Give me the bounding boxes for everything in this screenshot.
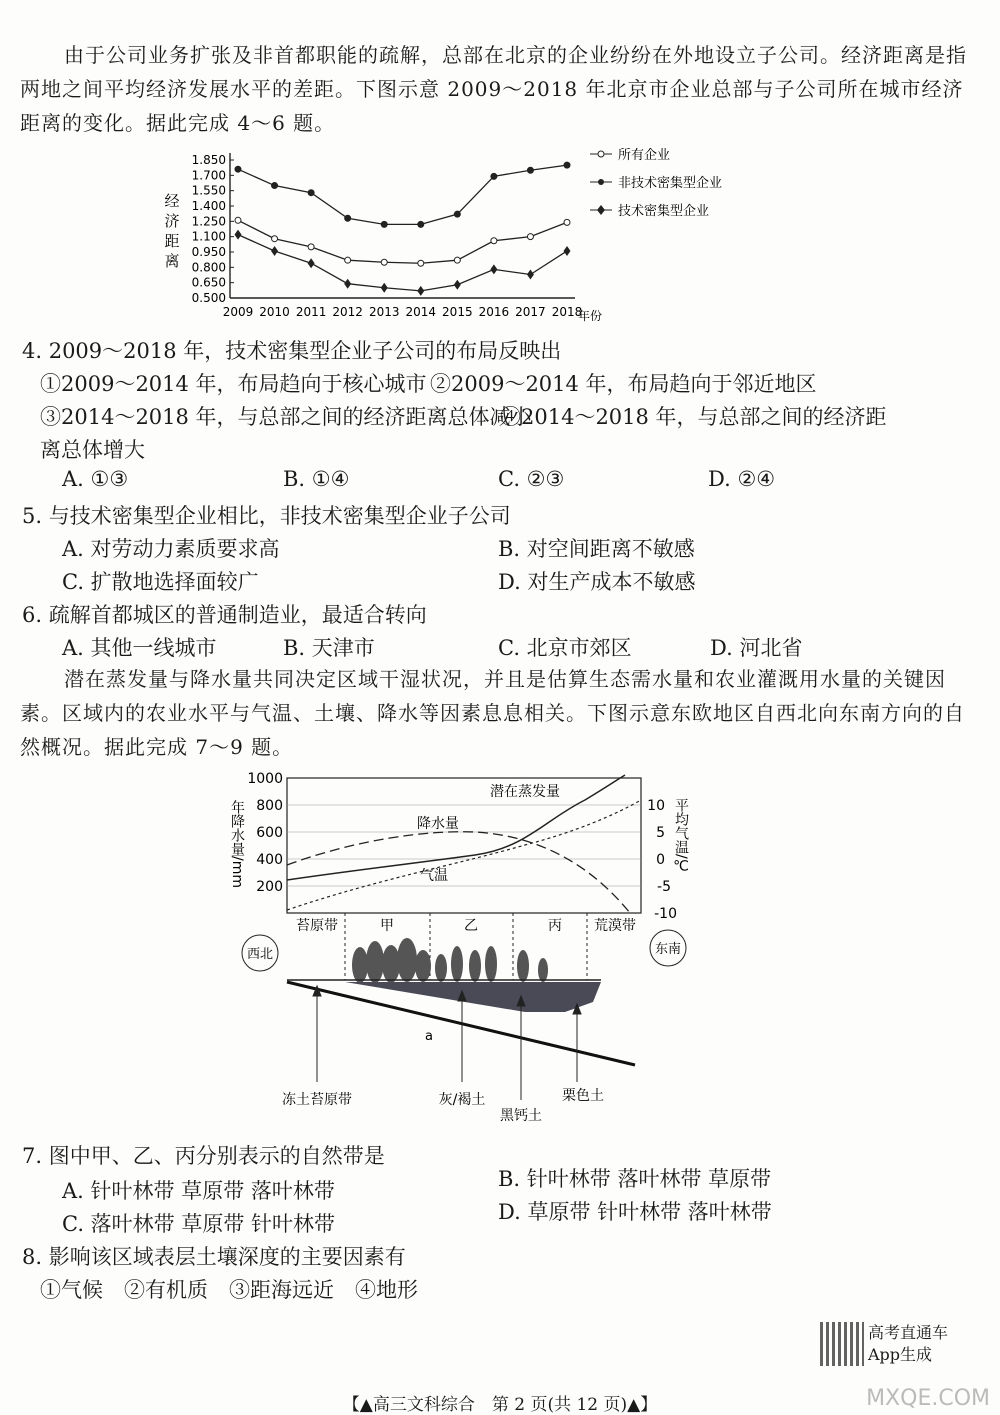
chart1-point [235, 230, 242, 240]
chart1-point [381, 259, 387, 265]
chart1-series-line [238, 165, 567, 224]
q5-choice-a[interactable]: A. 对劳动力素质要求高 [62, 537, 280, 561]
east-europe-profile-diagram [225, 770, 705, 1130]
qr-code-icon [820, 1322, 864, 1366]
rt-m10: -10 [654, 906, 677, 922]
q7-choice-a[interactable]: A. 针叶林带 草原带 落叶林带 [62, 1179, 335, 1203]
q7-stem: 7. 图中甲、乙、丙分别表示的自然带是 [22, 1144, 385, 1168]
chart1-point [308, 258, 315, 268]
chart1-point [564, 219, 570, 225]
direction-se: 东南 [654, 942, 682, 957]
yleft-title: 年降水量/mm [229, 800, 245, 888]
lt-200: 200 [256, 879, 283, 895]
chart1-point [271, 246, 278, 256]
q5-choice-d[interactable]: D. 对生产成本不敏感 [498, 570, 696, 594]
chart1-point [308, 244, 314, 250]
chart1-ylabel-1: 经 [164, 192, 180, 210]
chart1-ytick: 0.950 [191, 245, 226, 259]
q7-choice-c[interactable]: C. 落叶林带 草原带 针叶林带 [62, 1212, 336, 1236]
legend-tech: 技术密集型企业 [618, 204, 710, 219]
q4-choice-a[interactable]: A. ①③ [62, 467, 129, 491]
brand-line-1: 高考直通车 [868, 1323, 949, 1342]
soil-chernozem: 黑钙土 [500, 1108, 542, 1124]
q8-options: ①气候 ②有机质 ③距海远近 ④地形 [40, 1278, 418, 1302]
q4-option-1: ①2009～2014 年，布局趋向于核心城市 [40, 372, 427, 396]
rt-10: 10 [647, 798, 665, 814]
legend-all: 所有企业 [618, 148, 671, 163]
chart1-point [527, 234, 533, 240]
zone-yi: 乙 [464, 918, 478, 934]
q6-choice-b[interactable]: B. 天津市 [283, 636, 375, 660]
chart1-ytick: 1.100 [191, 229, 226, 244]
q4-choice-b[interactable]: B. ①④ [283, 467, 350, 491]
chart1-ytick: 1.550 [191, 183, 226, 198]
q6-stem: 6. 疏解首都城区的普通制造业，最适合转向 [22, 603, 427, 627]
soil-chestnut: 栗色土 [562, 1088, 604, 1104]
zone-jia: 甲 [380, 918, 394, 934]
chart1-point [491, 173, 497, 179]
zone-tundra: 苔原带 [296, 918, 338, 934]
chart1-point [454, 257, 460, 263]
chart1-point [491, 238, 497, 244]
chart1-ytick: 0.500 [191, 291, 226, 305]
chart1-xtick: 2012 [332, 305, 363, 319]
soil-tundra: 冻土苔原带 [282, 1092, 352, 1108]
label-precip: 降水量 [417, 816, 459, 832]
chart1-point [418, 221, 424, 227]
label-evap: 潜在蒸发量 [490, 784, 560, 800]
q4-option-2: ②2009～2014 年，布局趋向于邻近地区 [430, 372, 817, 396]
yright-title: 平均气温/℃ [673, 798, 689, 875]
chart1-point [381, 221, 387, 227]
lt-1000: 1000 [247, 771, 283, 787]
chart1-ytick: 1.700 [191, 168, 226, 183]
chart1-point [344, 279, 351, 289]
lt-400: 400 [256, 852, 283, 868]
chart1-point [235, 166, 241, 172]
rt-5: 5 [656, 825, 665, 841]
chart1-point [527, 167, 533, 173]
chart1-ytick: 0.800 [191, 260, 226, 275]
page-footer: 【▲高三文科综合 第 2 页(共 12 页)▲】 [342, 1395, 658, 1415]
chart1-point [235, 217, 241, 223]
chart1-point [345, 257, 351, 263]
chart1-point [381, 283, 388, 293]
direction-nw: 西北 [246, 947, 274, 962]
q6-choice-d[interactable]: D. 河北省 [710, 636, 803, 660]
chart1-point [527, 269, 534, 279]
chart1-ylabel-2: 济 [164, 212, 180, 230]
chart1-ytick: 1.400 [191, 199, 226, 213]
chart1-point [308, 190, 314, 196]
q5-choice-c[interactable]: C. 扩散地选择面较广 [62, 570, 259, 594]
chart1-xtick: 2010 [259, 305, 290, 319]
chart1-xtick: 2013 [368, 305, 400, 319]
q4-option-4a: ④2014～2018 年，与总部之间的经济距 [500, 405, 887, 429]
label-temp: 气温 [420, 868, 448, 884]
q5-stem: 5. 与技术密集型企业相比，非技术密集型企业子公司 [22, 504, 511, 528]
chart1-point [454, 280, 461, 290]
q4-option-4b: 离总体增大 [40, 438, 145, 462]
intro-paragraph-1: 由于公司业务扩张及非首都职能的疏解，总部在北京的企业纷纷在外地设立子公司。经济距离是指两地之间平均经济发展水平的差距。下图示意 2009～2018 年北京市企业总部与子公司所在城市经济距离的变化。据此完成 4～6 题。 [20, 43, 967, 135]
rt-0: 0 [656, 852, 665, 868]
chart1-ylabel-4: 离 [164, 252, 180, 270]
chart1-series-line [238, 220, 567, 263]
rt-m5: -5 [657, 879, 671, 895]
chart1-point [272, 183, 278, 189]
chart1-legend [590, 148, 722, 219]
chart1-xtick: 2018 [551, 305, 583, 319]
soil-a: a [425, 1029, 433, 1044]
soil-grey-brown: 灰/褐土 [438, 1092, 486, 1108]
lt-600: 600 [256, 825, 283, 841]
chart1-xtick: 2017 [515, 305, 546, 319]
chart1-xtick: 2011 [295, 305, 327, 319]
legend-nontech: 非技术密集型企业 [618, 176, 723, 191]
chart1-ylabel-3: 距 [164, 232, 180, 250]
q7-choice-b[interactable]: B. 针叶林带 落叶林带 草原带 [498, 1167, 772, 1191]
chart1-ytick: 1.250 [191, 214, 226, 229]
chart1-xtick: 2009 [222, 305, 254, 319]
chart1-xlabel: 年份 [578, 309, 603, 323]
site-watermark: MXQE.COM [866, 1386, 990, 1411]
chart1-ytick: 1.850 [191, 153, 226, 167]
q4-stem: 4. 2009～2018 年，技术密集型企业子公司的布局反映出 [22, 339, 562, 363]
chart1-ytick: 0.650 [191, 275, 226, 290]
chart1-point [564, 162, 570, 168]
brand-line-2: App生成 [868, 1345, 933, 1364]
lt-800: 800 [256, 798, 283, 814]
chart1-point [454, 211, 460, 217]
q4-choice-d[interactable]: D. ②④ [708, 467, 776, 491]
chart1-point [417, 286, 424, 296]
chart1-point [272, 236, 278, 242]
chart1-xtick: 2015 [442, 305, 473, 319]
brand-label [868, 1322, 948, 1366]
zone-desert: 荒漠带 [594, 918, 636, 934]
q4-option-3: ③2014～2018 年，与总部之间的经济距离总体减小 [40, 405, 532, 429]
economic-distance-chart [150, 148, 770, 328]
chart1-point [490, 264, 497, 274]
q8-stem: 8. 影响该区域表层土壤深度的主要因素有 [22, 1245, 406, 1269]
chart1-point [418, 260, 424, 266]
chart1-xtick: 2016 [478, 305, 510, 319]
q4-choice-c[interactable]: C. ②③ [498, 467, 565, 491]
chart1-xtick: 2014 [405, 305, 437, 319]
chart1-point [345, 215, 351, 221]
chart1-point [564, 246, 571, 256]
q5-choice-b[interactable]: B. 对空间距离不敏感 [498, 537, 695, 561]
q6-choice-a[interactable]: A. 其他一线城市 [62, 636, 217, 660]
q7-choice-d[interactable]: D. 草原带 针叶林带 落叶林带 [498, 1200, 772, 1224]
zone-bing: 丙 [548, 918, 562, 934]
intro-paragraph-2: 潜在蒸发量与降水量共同决定区域干湿状况，并且是估算生态需水量和农业灌溉用水量的关键因素。区域内的农业水平与气温、土壤、降水等因素息息相关。下图示意东欧地区自西北向东南方向的自然概况。据此完成 7～9 题。 [20, 667, 965, 759]
q6-choice-c[interactable]: C. 北京市郊区 [498, 636, 632, 660]
